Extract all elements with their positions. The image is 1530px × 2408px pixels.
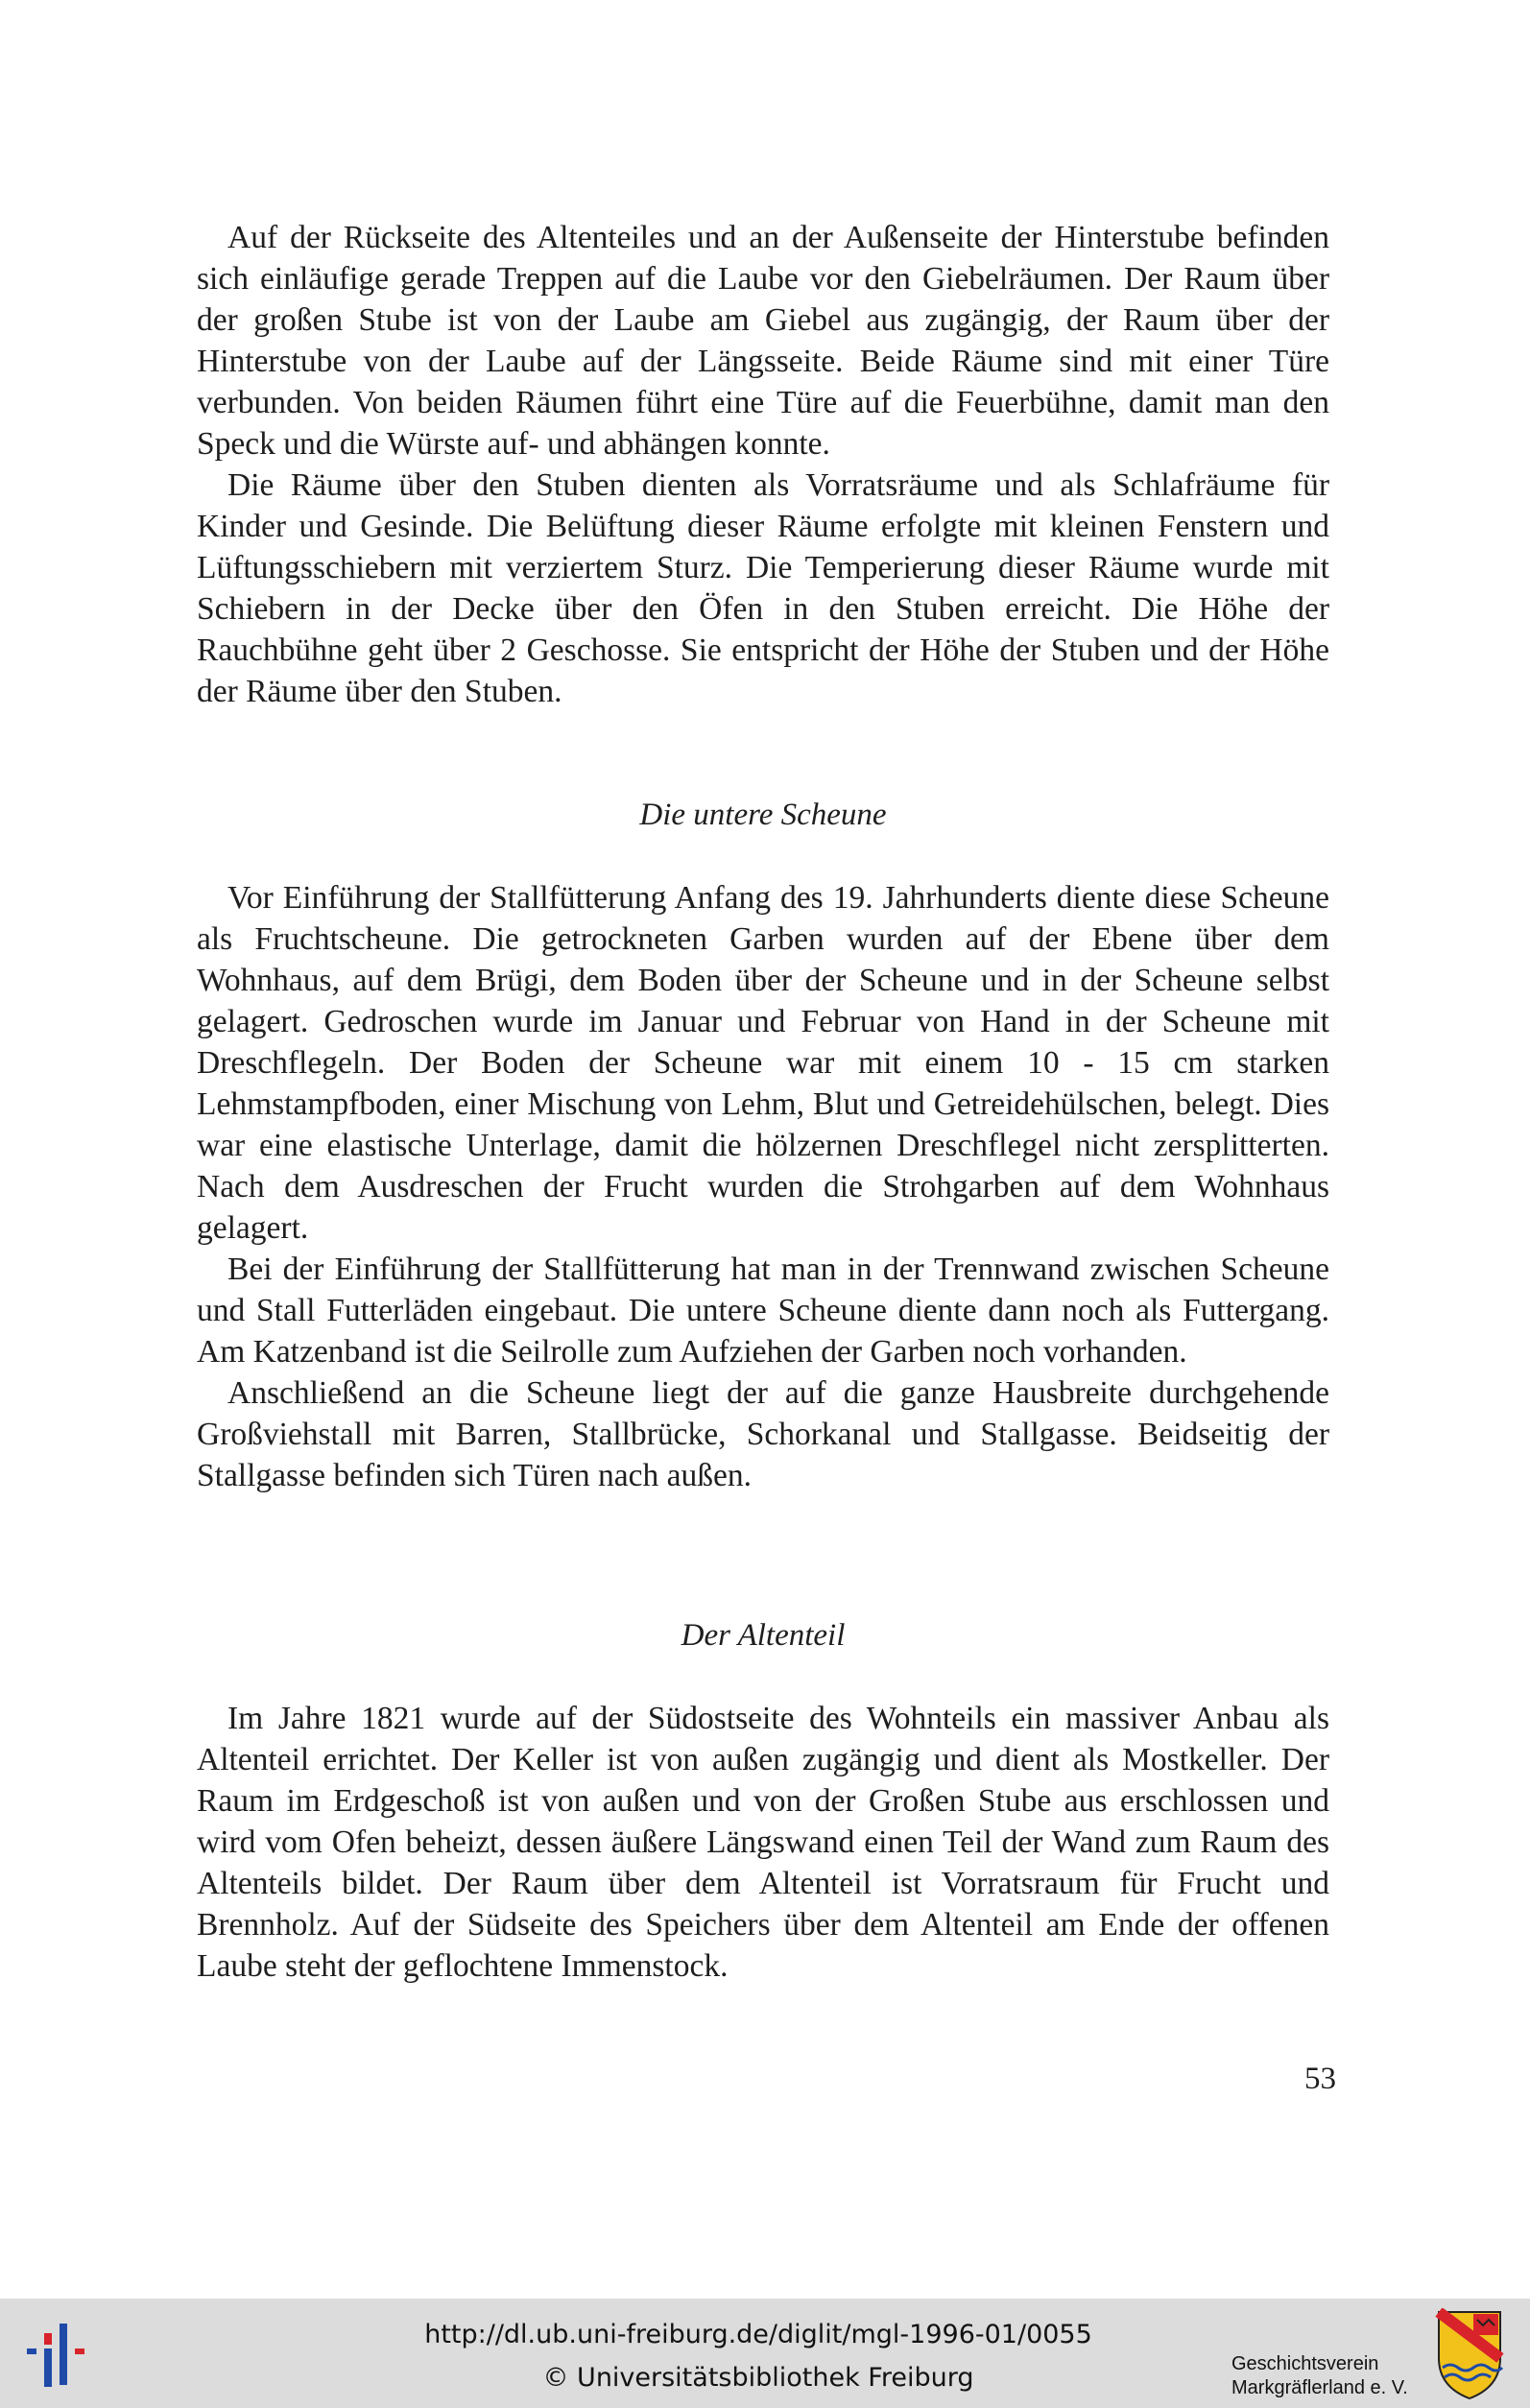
paragraph: Die Räume über den Stuben dienten als Vorratsräume und als Schlafräume für Kinder und Gesinde. Die Belüftung dieser Räume erfolgte mit kleinen Fenstern und Lüftungsschiebern mit verziertem Sturz. Die Temperierung dieser Räume wurde mit Schiebern in der Decke über den Öfen in den Stuben erreicht. Die Höhe der Rauchbühne geht über 2 Geschosse. Sie entspricht der Höhe der Stuben und der Höhe der Räume über den Stuben.	[197, 467, 1329, 709]
paragraph: Vor Einführung der Stallfütterung Anfang des 19. Jahrhunderts diente diese Scheune als Fruchtscheune. Die getrockneten Garben wurden auf der Ebene über dem Wohnhaus, auf dem Brügi, dem Boden über der Scheune und in der Scheune selbst gelagert. Gedroschen wurde im Januar und Februar von Hand in der Scheune mit Dreschflegeln. Der Boden der Scheune war mit einem 10 - 15 cm starken Lehmstampfboden, einer Mischung von Lehm, Blut und Getreidehülschen, belegt. Dies war eine elastische Unterlage, damit die hölzernen Dreschflegel nicht zersplitterten. Nach dem Ausdreschen der Frucht wurden die Strohgarben auf dem Wohnhaus gelagert.	[197, 880, 1329, 1246]
section-2-text	[197, 877, 1329, 1496]
paragraph: Anschließend an die Scheune liegt der auf die ganze Hausbreite durchgehende Großviehstall mit Barren, Stallbrücke, Schorkanal und Stallgasse. Beidseitig der Stallgasse befinden sich Türen nach außen.	[197, 1375, 1329, 1493]
page-number: 53	[1304, 2062, 1336, 2096]
footer-organization	[1231, 2352, 1423, 2400]
ub-freiburg-logo-icon[interactable]	[19, 2316, 96, 2393]
paragraph: Auf der Rückseite des Altenteiles und an der Außenseite der Hinterstube befinden sich einläufige gerade Treppen auf die Laube vor den Giebelräumen. Der Raum über der großen Stube ist von der Laube am Giebel aus zugängig, der Raum über der Hinterstube von der Laube auf der Längsseite. Beide Räume sind mit einer Türe verbunden. Von beiden Räumen führt eine Türe auf die Feuerbühne, damit man den Speck und die Würste auf- und abhängen konnte.	[197, 220, 1329, 462]
paragraph: Bei der Einführung der Stallfütterung hat man in der Trennwand zwischen Scheune und Stall Futterläden eingebaut. Die untere Scheune diente dann noch als Futtergang. Am Katzenband ist die Seilrolle zum Aufziehen der Garben noch vorhanden.	[197, 1252, 1329, 1370]
section-3-text	[197, 1698, 1329, 1987]
footer-url-link[interactable]: http://dl.ub.uni-freiburg.de/diglit/mgl-1996-01/0055	[424, 2320, 1092, 2349]
section-heading-untere-scheune: Die untere Scheune	[639, 798, 887, 832]
org-name-line-2: Markgräflerland e. V.	[1231, 2377, 1408, 2398]
paragraph: Im Jahre 1821 wurde auf der Südostseite des Wohnteils ein massiver Anbau als Altenteil errichtet. Der Keller ist von außen zugängig und dient als Mostkeller. Der Raum im Erdgeschoß ist von außen und von der Großen Stube aus erschlossen und wird vom Ofen beheizt, dessen äußere Längswand einen Teil der Wand zum Raum des Altenteils bildet. Der Raum über dem Altenteil ist Vorratsraum für Frucht und Brennholz. Auf der Südseite des Speichers über dem Altenteil am Ende der offenen Laube steht der geflochtene Immenstock.	[197, 1701, 1329, 1984]
section-heading-altenteil: Der Altenteil	[681, 1618, 846, 1653]
section-1-text	[197, 217, 1329, 712]
org-name-line-1: Geschichtsverein	[1231, 2353, 1379, 2374]
coat-of-arms-icon[interactable]	[1435, 2308, 1504, 2400]
footer-bar	[0, 2299, 1530, 2408]
footer-copyright: © Universitätsbibliothek Freiburg	[542, 2363, 974, 2393]
